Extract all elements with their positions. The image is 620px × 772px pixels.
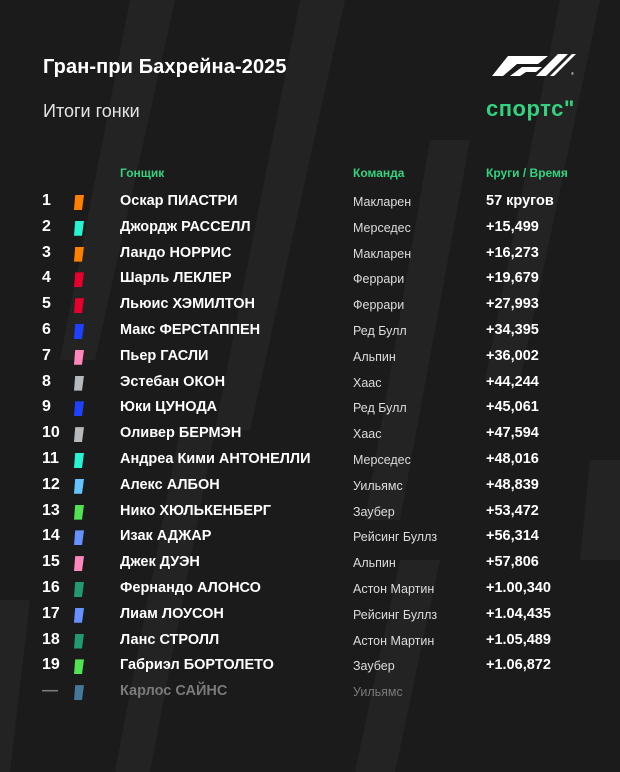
table-row: [0, 344, 620, 370]
driver-name: Юки ЦУНОДА: [120, 399, 218, 416]
table-row: [0, 241, 620, 267]
team-name: Уильямс: [353, 478, 403, 493]
team-color-marker: [74, 505, 84, 520]
lap-time: +1.00,340: [486, 579, 551, 596]
position-number: 4: [42, 269, 51, 287]
svg-text:®: ®: [571, 71, 574, 76]
team-name: Феррари: [353, 272, 405, 287]
position-number: 17: [42, 604, 60, 622]
team-name: Заубер: [353, 504, 395, 519]
team-color-marker: [74, 427, 84, 442]
team-name: Феррари: [353, 298, 405, 313]
table-row: [0, 370, 620, 396]
driver-name: Алекс АЛБОН: [120, 476, 220, 493]
team-color-marker: [74, 530, 84, 545]
driver-name: Оскар ПИАСТРИ: [120, 193, 238, 209]
team-name: Уильямс: [353, 685, 403, 700]
lap-time: +47,594: [486, 425, 539, 442]
team-color-marker: [74, 272, 84, 287]
table-row: [0, 215, 620, 241]
lap-time: +45,061: [486, 399, 539, 416]
position-number: 6: [42, 320, 51, 338]
team-color-marker: [74, 582, 84, 597]
team-name: Заубер: [353, 659, 395, 674]
lap-time: +34,395: [486, 321, 539, 338]
position-number: 10: [42, 424, 60, 442]
position-number: 19: [42, 656, 60, 674]
team-color-marker: [74, 479, 84, 494]
team-name: Мерседес: [353, 452, 411, 467]
results-table: [0, 189, 620, 705]
team-color-marker: [74, 401, 84, 416]
position-number: 3: [42, 243, 51, 261]
team-name: Ред Булл: [353, 323, 407, 338]
position-number: 18: [42, 630, 60, 648]
team-color-marker: [74, 685, 84, 700]
f1-logo-icon: [486, 50, 578, 76]
column-header-team: Команда: [353, 166, 405, 180]
team-name: Астон Мартин: [353, 581, 435, 596]
team-name: Альпин: [353, 556, 396, 571]
table-row: [0, 679, 620, 705]
table-row: [0, 550, 620, 576]
driver-name: Эстебан ОКОН: [120, 373, 226, 390]
team-color-marker: [74, 556, 84, 571]
team-name: Макларен: [353, 246, 412, 261]
position-number: 11: [42, 449, 59, 467]
team-color-marker: [74, 298, 84, 313]
lap-time: +27,993: [486, 296, 539, 313]
table-row: [0, 266, 620, 292]
table-row: [0, 292, 620, 318]
team-color-marker: [74, 324, 84, 339]
position-number: 13: [42, 501, 60, 519]
driver-name: Льюис ХЭМИЛТОН: [120, 296, 256, 313]
position-number: 1: [42, 192, 51, 209]
team-color-marker: [74, 350, 84, 365]
team-color-marker: [74, 247, 84, 262]
position-number: 16: [42, 578, 60, 596]
table-row: [0, 602, 620, 628]
lap-time: +44,244: [486, 373, 539, 390]
position-number: 9: [42, 398, 51, 416]
lap-time: +15,499: [486, 218, 539, 235]
driver-name: Андреа Кими АНТОНЕЛЛИ: [120, 450, 311, 467]
table-row: [0, 318, 620, 344]
team-name: Астон Мартин: [353, 633, 435, 648]
team-name: Хаас: [353, 427, 382, 442]
position-number: 15: [42, 553, 60, 571]
table-row: [0, 576, 620, 602]
driver-name: Фернандо АЛОНСО: [120, 579, 261, 596]
column-header-time: Круги / Время: [486, 166, 568, 180]
driver-name: Изак АДЖАР: [120, 528, 212, 545]
lap-time: 57 кругов: [486, 193, 554, 209]
lap-time: +56,314: [486, 528, 539, 545]
column-header-driver: Гонщик: [120, 166, 165, 180]
table-row: [0, 189, 620, 215]
driver-name: Джордж РАССЕЛЛ: [120, 218, 251, 235]
table-row: [0, 447, 620, 473]
team-name: Мерседес: [353, 220, 411, 235]
team-name: Хаас: [353, 375, 382, 390]
position-number: 7: [42, 346, 51, 364]
lap-time: +1.04,435: [486, 605, 551, 622]
driver-name: Габриэл БОРТОЛЕТО: [120, 657, 274, 674]
position-number: 12: [42, 475, 60, 493]
driver-name: Нико ХЮЛЬКЕНБЕРГ: [120, 502, 271, 519]
table-row: [0, 421, 620, 447]
page-title: Гран-при Бахрейна-2025: [43, 56, 287, 78]
driver-name: Карлос САЙНС: [120, 683, 228, 700]
team-color-marker: [74, 608, 84, 623]
driver-name: Джек ДУЭН: [120, 554, 200, 571]
team-name: Ред Булл: [353, 401, 407, 416]
position-number: 14: [42, 527, 60, 545]
driver-name: Пьер ГАСЛИ: [120, 347, 209, 364]
team-color-marker: [74, 221, 84, 236]
lap-time: +57,806: [486, 554, 539, 571]
table-row: [0, 628, 620, 654]
position-number: 2: [42, 217, 51, 235]
team-color-marker: [74, 453, 84, 468]
driver-name: Лиам ЛОУСОН: [120, 605, 224, 622]
lap-time: +1.06,872: [486, 657, 551, 674]
table-row: [0, 499, 620, 525]
sports-logo: спортс": [486, 96, 575, 121]
driver-name: Ландо НОРРИС: [120, 244, 232, 261]
team-name: Рейсинг Буллз: [353, 607, 438, 622]
team-name: Макларен: [353, 195, 412, 209]
lap-time: +48,839: [486, 476, 539, 493]
lap-time: +16,273: [486, 244, 539, 261]
lap-time: +1.05,489: [486, 631, 551, 648]
position-number: —: [42, 682, 58, 700]
lap-time: +19,679: [486, 270, 539, 287]
position-number: 5: [42, 295, 51, 313]
team-name: Рейсинг Буллз: [353, 530, 438, 545]
table-row: [0, 473, 620, 499]
driver-name: Шарль ЛЕКЛЕР: [120, 270, 232, 287]
lap-time: +53,472: [486, 502, 539, 519]
team-name: Альпин: [353, 349, 396, 364]
lap-time: +48,016: [486, 450, 539, 467]
driver-name: Оливер БЕРМЭН: [120, 425, 242, 442]
team-color-marker: [74, 659, 84, 674]
team-color-marker: [74, 634, 84, 649]
table-row: [0, 653, 620, 679]
table-row: [0, 395, 620, 421]
driver-name: Макс ФЕРСТАППЕН: [120, 321, 261, 338]
position-number: 8: [42, 372, 51, 390]
driver-name: Ланс СТРОЛЛ: [120, 631, 220, 648]
page-subtitle: Итоги гонки: [43, 101, 140, 121]
table-row: [0, 524, 620, 550]
lap-time: +36,002: [486, 347, 539, 364]
team-color-marker: [74, 376, 84, 391]
team-color-marker: [74, 195, 84, 210]
